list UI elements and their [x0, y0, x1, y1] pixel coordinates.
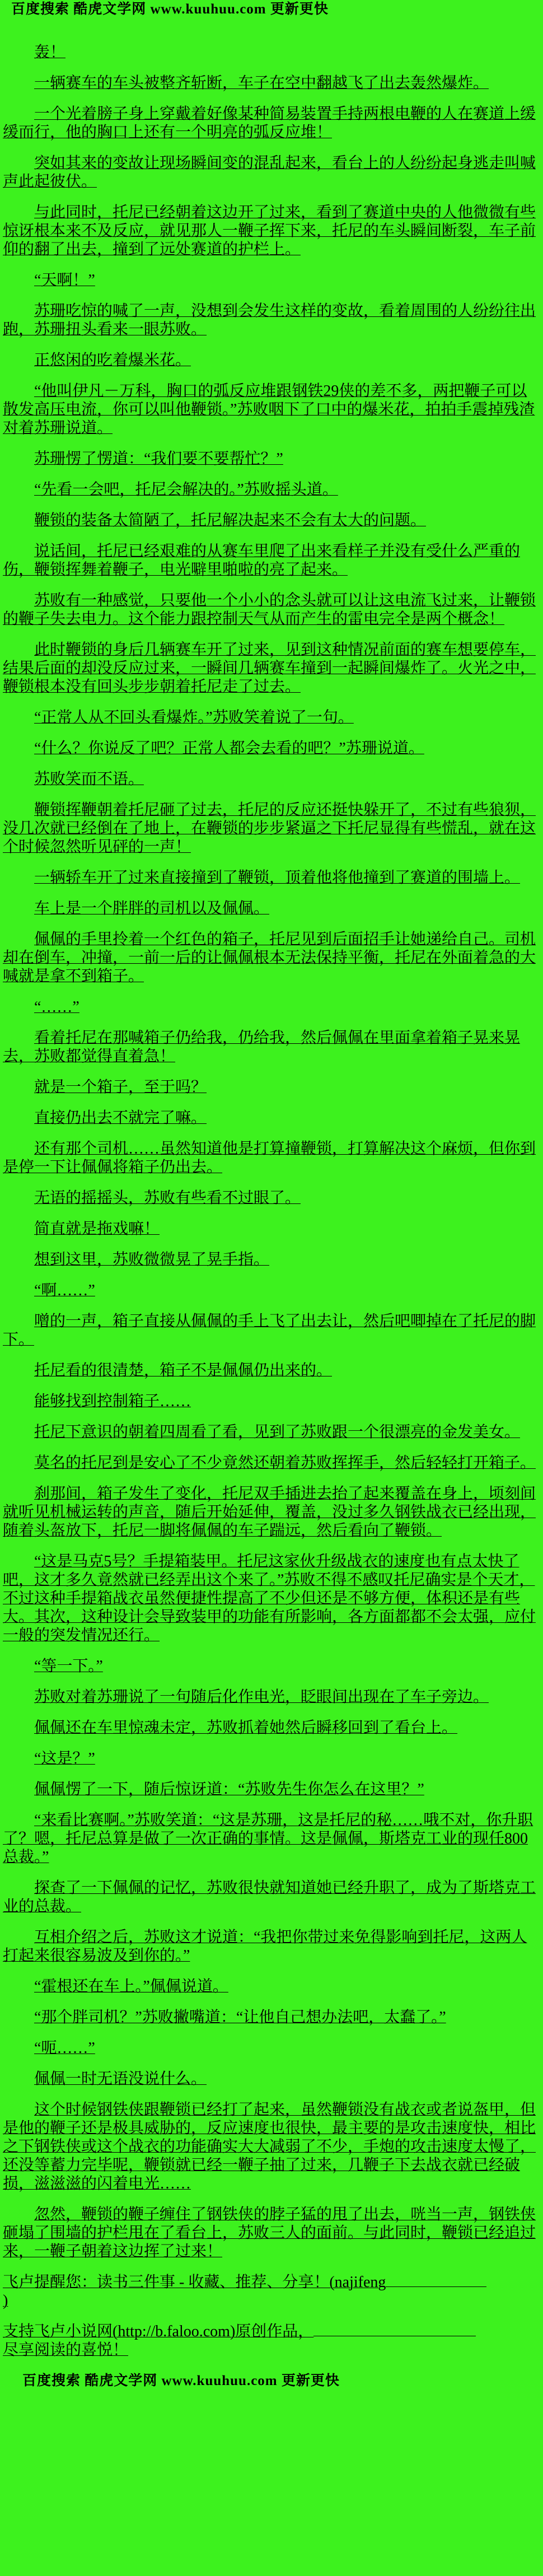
story-paragraph: 苏败有一种感觉，只要他一个小小的念头就可以让这电流飞过来，让鞭锁的鞭子失去电力。这个能力跟控制天气从而产生的雷电完全是两个概念！	[3, 592, 536, 628]
story-paragraph: “天啊！”	[34, 272, 95, 289]
story-paragraph: 想到这里，苏败微微晃了晃手指。	[34, 1251, 270, 1268]
underline-tail	[313, 2322, 476, 2336]
faloo-reminder-text: 飞卢提醒您：读书三件事 - 收藏、推荐、分享！(najifeng	[3, 2274, 386, 2291]
story-paragraph: 苏败笑而不语。	[34, 771, 144, 788]
story-paragraphs	[3, 43, 540, 2261]
faloo-support-text: 支持飞卢小说网(http://b.faloo.com)原创作品，	[3, 2323, 314, 2340]
story-paragraph: 苏珊愣了愣道：“我们要不要帮忙？”	[34, 450, 283, 468]
story-paragraph: 轰！	[34, 44, 66, 61]
story-paragraph: “那个胖司机？”苏败撇嘴道：“让他自己想办法吧，太蠢了。”	[34, 2009, 446, 2026]
story-paragraph: “先看一会吧，托尼会解决的。”苏败摇头道。	[34, 481, 338, 498]
story-paragraph: “啊……”	[34, 1282, 95, 1299]
story-paragraph: “他叫伊凡－万科，胸口的弧反应堆跟钢铁29侠的差不多，两把鞭子可以散发高压电流，你可以叫他鞭锁。”苏败咽下了口中的爆米花，拍拍手震掉残渣对着苏珊说道。	[3, 382, 535, 437]
story-paragraph: “什么？你说反了吧？正常人都会去看的吧？”苏珊说道。	[34, 740, 424, 757]
story-paragraph: 一辆轿车开了过来直接撞到了鞭锁，顶着他将他撞到了赛道的围墙上。	[34, 869, 521, 886]
story-paragraph: 忽然，鞭锁的鞭子缠住了钢铁侠的脖子猛的甩了出去，咣当一声，钢铁侠砸塌了围墙的护栏甩在了看台上，苏败三人的面前。与此同时，鞭锁已经追过来，一鞭子朝着这边挥了过来！	[3, 2206, 536, 2260]
story-paragraph: 还有那个司机……虽然知道他是打算撞鞭锁，打算解决这个麻烦，但你到是停一下让佩佩将箱子仍出去。	[3, 1140, 536, 1176]
story-paragraph: 佩佩还在车里惊魂未定，苏败抓着她然后瞬移回到了看台上。	[34, 1719, 458, 1737]
faloo-reminder-close: )	[3, 2292, 8, 2309]
story-paragraph: 佩佩愣了一下，随后惊讶道：“苏败先生你怎么在这里？”	[34, 1781, 424, 1798]
story-paragraph: 一个光着膀子身上穿戴着好像某种简易装置手持两根电鞭的人在赛道上缓缓而行，他的胸口上还有一个明亮的弧反应堆！	[3, 105, 536, 141]
story-paragraph: 说话间，托尼已经艰难的从赛车里爬了出来看样子并没有受什么严重的伤，鞭锁挥舞着鞭子，电光噼里啪啦的亮了起来。	[3, 543, 521, 578]
story-paragraph: “霍根还在车上。”佩佩说道。	[34, 1978, 228, 1995]
story-paragraph: 无语的摇摇头，苏败有些看不过眼了。	[34, 1189, 301, 1207]
story-paragraph: “呃……”	[34, 2040, 95, 2057]
story-paragraph: 此时鞭锁的身后几辆赛车开了过来，见到这种情况前面的赛车想要停车，结果后面的却没反应过来，一瞬间几辆赛车撞到一起瞬间爆炸了。火光之中，鞭锁根本没有回头步步朝着托尼走了过去。	[3, 641, 536, 696]
story-paragraph: 与此同时，托尼已经朝着这边开了过来，看到了赛道中央的人他微微有些惊讶根本来不及反应，就见那人一鞭子挥下来，托尼的车头瞬间断裂，车子前仰的翻了出去，撞到了远处赛道的护栏上。	[3, 204, 536, 258]
story-content	[0, 17, 543, 2359]
story-paragraph: 苏败对着苏珊说了一句随后化作电光，眨眼间出现在了车子旁边。	[34, 1688, 489, 1706]
story-paragraph: 一辆赛车的车头被整齐斩断，车子在空中翻越飞了出去轰然爆炸。	[34, 74, 489, 92]
site-banner-bottom[interactable]: 百度搜索 酷虎文学网 www.kuuhuu.com 更新更快	[22, 2373, 340, 2388]
story-paragraph: “……”	[34, 998, 79, 1016]
story-paragraph: 刹那间，箱子发生了变化，托尼双手插进去抬了起来覆盖在身上，顷刻间就听见机械运转的声音，随后开始延伸，覆盖，没过多久钢铁战衣已经出现，随着头盔放下，托尼一脚将佩佩的车子踹远，然后看向了鞭锁。	[3, 1485, 536, 1539]
faloo-support	[3, 2322, 540, 2359]
story-paragraph: 能够找到控制箱子……	[34, 1393, 191, 1410]
story-paragraph: 车上是一个胖胖的司机以及佩佩。	[34, 900, 270, 917]
story-paragraph: 噌的一声，箱子直接从佩佩的手上飞了出去让，然后吧唧掉在了托尼的脚下。	[3, 1313, 536, 1348]
faloo-support-text2: 尽享阅读的喜悦！	[3, 2341, 129, 2359]
story-paragraph: 托尼看的很清楚，箱子不是佩佩仍出来的。	[34, 1362, 333, 1379]
story-paragraph: 正悠闲的吃着爆米花。	[34, 352, 191, 369]
story-paragraph: 鞭锁的装备太简陋了，托尼解决起来不会有太大的问题。	[34, 512, 427, 529]
story-paragraph: 这个时候钢铁侠跟鞭锁已经打了起来，虽然鞭锁没有战衣或者说盔甲，但是他的鞭子还是极具威胁的，反应速度也很快，最主要的是攻击速度快，相比之下钢铁侠或这个战衣的功能确实大大减弱了不少，手炮的攻击速度太慢了，还没等蓄力完毕呢，鞭锁就已经一鞭子抽了过来，几鞭子下去战衣就已经破损，滋滋滋的闪着电光……	[3, 2101, 536, 2192]
story-paragraph: “这是？”	[34, 1750, 95, 1767]
story-paragraph: 互相介绍之后，苏败这才说道：“我把你带过来免得影响到托尼，这两人打起来很容易波及到你的。”	[3, 1929, 527, 1964]
story-paragraph: 佩佩一时无语没说什么。	[34, 2070, 207, 2088]
story-paragraph: 佩佩的手里拎着一个红色的箱子，托尼见到后面招手让她递给自己。司机却在倒车，冲撞，一前一后的让佩佩根本无法保持平衡，托尼在外面着急的大喊就是拿不到箱子。	[3, 931, 536, 985]
story-paragraph: 苏珊吃惊的喊了一声，没想到会发生这样的变故，看着周围的人纷纷往出跑，苏珊扭头看来一眼苏败。	[3, 302, 536, 338]
story-paragraph: 突如其来的变故让现场瞬间变的混乱起来，看台上的人纷纷起身逃走叫喊声此起彼伏。	[3, 155, 536, 190]
story-paragraph: 直接仍出去不就完了嘛。	[34, 1109, 207, 1127]
story-paragraph: 鞭锁挥鞭朝着托尼砸了过去，托尼的反应还挺快躲开了，不过有些狼狈，没几次就已经倒在了地上，在鞭锁的步步紧逼之下托尼显得有些慌乱，就在这个时候忽然听见砰的一声！	[3, 801, 536, 856]
story-paragraph: 简直就是拖戏嘛！	[34, 1220, 160, 1238]
story-paragraph: 托尼下意识的朝着四周看了看，见到了苏败跟一个很漂亮的金发美女。	[34, 1424, 521, 1441]
story-paragraph: “来看比赛啊。”苏败笑道：“这是苏珊，这是托尼的秘……哦不对，你升职了？嗯，托尼总算是做了一次正确的事情。这是佩佩，斯塔克工业的现任800总裁。”	[3, 1812, 533, 1866]
story-paragraph: 探查了一下佩佩的记忆，苏败很快就知道她已经升职了，成为了斯塔克工业的总裁。	[3, 1879, 536, 1915]
story-paragraph: 看着托尼在那喊箱子仍给我，仍给我，然后佩佩在里面拿着箱子晃来晃去，苏败都觉得直着急！	[3, 1029, 521, 1065]
story-paragraph: 莫名的托尼到是安心了不少竟然还朝着苏败挥挥手，然后轻轻打开箱子。	[34, 1454, 536, 1472]
site-banner-top[interactable]: 百度搜索 酷虎文学网 www.kuuhuu.com 更新更快	[11, 2, 329, 17]
story-paragraph: “正常人从不回头看爆炸。”苏败笑着说了一句。	[34, 709, 354, 726]
story-paragraph: 就是一个箱子，至于吗？	[34, 1079, 207, 1096]
story-paragraph: “等一下。”	[34, 1658, 103, 1675]
faloo-reminder	[3, 2273, 540, 2310]
underline-tail	[386, 2273, 486, 2287]
story-paragraph: “这是马克5号？手提箱装甲。托尼这家伙升级战衣的速度也有点太快了吧，这才多久竟然就已经弄出这个来了。”苏败不得不感叹托尼确实是个天才，不过这种手提箱战衣虽然便捷性提高了不少但还是不够方便，体积还是有些大。其次，这种设计会导致装甲的功能有所影响，各方面都都不会太强，应付一般的突发情况还行。	[3, 1553, 536, 1644]
